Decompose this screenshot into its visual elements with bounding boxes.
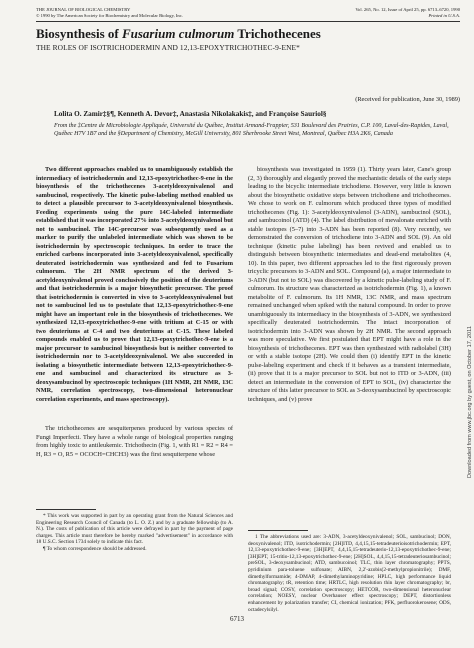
footnotes-right: [248, 534, 451, 613]
body-paragraph: biosynthesis was investigated in 1959 (1). Thirty years later, Cane's group (2, 3) thoroughly and elegantly proved the mechanistic details of the early steps leading to the bicyclic intermediate trichodiene. However, very little is known about the biosynthetic oxidative steps between trichodiene and trichothecenes. We chose to work on F. culmorum which produced three types of modified trichothecenes (Fig. 1): 3-acetyldeoxynivalenol (3-ADN), sambucinol (SOL), and sambucoinol (ATD) (4). The label distribution of mevalonate enriched with stable isotopes (5–7) into 3-ADN has been reported (8). Very recently, we demonstrated the conversion of trichodiene into 3-ADN and SOL (9). An old technique (kinetic pulse labeling) has been revived and enabled us to distinguish between biosynthetic intermediates and dead-end metabolites (4, 10). In this paper, two different approaches led to the first rigorously proven tricyclic precursors to 3-ADN and SOL. Compound (a), a major intermediate to 3-ADN (but not to SOL) was discovered by a kinetic pulse-labeling study of F. culmorum. Its structure was characterized as isotrichodermin (Fig. 1), a known metabolite of F. culmorum. Its 1H NMR, 13C NMR, and mass spectrum remained unchanged when spiked with the natural compound. In order to prove unambiguously its intermediacy in the biosynthesis of 3-ADN, we synthesized specifically deuterated isotrichodermin. The intact incorporation of isotrichodermin into 3-ADN was shown by 2H NMR. The second approach was more speculative. We first postulated that EPT might have a role in the biosynthesis of trichothecenes. EPT was then synthesized with radiolabel (3H) or with a stable isotope (2H). We could then (i) identify EPT in the kinetic pulse-labeling experiment and check if it behaves as a transient intermediate, (ii) prove that it is a major precursor to SOL but not to ITD or 3-ADN, (iii) detect an intermediate in the conversion of EPT to SOL, (iv) characterize the structure of this latter precursor to SOL as 3-deoxysambucinol by spectroscopic techniques, and (v) prove: [248, 166, 451, 403]
organism-name: Fusarium culmorum: [121, 26, 235, 41]
received-date: (Received for publication, June 30, 1989): [355, 96, 460, 103]
funding-footnote: * This work was supported in part by an operating grant from the Natural Sciences and Engineering Research Council of Canada (to L. O. Z.) and by a graduate fellowship (to A. N.). The costs of publication of this article were defrayed in part by the payment of page charges. This article must therefore be hereby marked "advertisement" in accordance with 18 U.S.C. Section 1734 solely to indicate this fact.: [36, 513, 233, 546]
abstract-text: Two different approaches enabled us to unambiguously establish the intermediacy of isotrichodermin and 12,13-epoxytrichothec-9-ene in the biosynthesis of the trichothecenes 3-acetyldeoxynivalenol and sambucinol, respectively. The kinetic pulse-labeling method enabled us to detect a plausible precursor to 3-acetyldeoxynivalenol biosynthesis. Feeding experiments using the pure 14C-labeled intermediate established that it was incorporated 27% into 3-acetyldeoxynivalenol but not to sambucinol. The 14C-precursor was subsequently used as a marker to purify the unlabeled intermediate which was shown to be isotrichodermin by spectroscopic techniques. In order to trace the enriched carbons incorporated into 3-acetyldeoxynivalenol, specifically deuterated isotrichodermin was synthesized and fed to Fusarium culmorum. The 2H NMR spectrum of the derived 3-acetyldeoxynivalenol proved conclusively the position of the deuteriums and that isotrichodermin is a major biosynthetic precursor. The proof that isotrichodermin is converted in vivo to 3-acetyldeoxynivalenol but not to sambucinol led us to postulate that 12,13-epoxytrichothec-9-ene might have an important role in the biosynthesis of trichothecenes. We synthesized 12,13-epoxytrichothec-9-ene with tritium at C-15 or with two deuteriums at C-4 and two deuteriums at C-15. These labeled compounds enabled us to prove that 12,13-epoxytrichothec-9-ene is a major precursor to sambucinol biosynthesis but is neither converted to isotrichodermin nor to 3-acetyldeoxynivalenol. We also succeeded in isolating a biosynthetic intermediate between 12,13-epoxytrichothec-9-ene and sambucinol and characterized its structure as 3-deoxysambucinol by spectroscopic techniques (1H NMR, 2H NMR, 13C NMR, correlation spectroscopy, two-dimensional heteronuclear correlation experiments, and mass spectroscopy).: [36, 166, 234, 403]
author-affiliations: From the ‡Centre de Microbiologie Appliquée, Université du Québec, Institut Armand-Frappier, 531 Boulevard des Prairies, C.P. 100, Laval-des-Rapides, Laval, Québec H7V 1B7 and the §Department of Chemistry, McGill University, 801 Sherbrooke Street West, Montreal, Québec H3A 2K6, Canada: [54, 123, 449, 138]
footnote-rule-left: [36, 509, 96, 510]
volume-line: Vol. 265, No. 12, Issue of April 25, pp. 6713–6720, 1990: [355, 7, 460, 12]
running-header-right: [355, 7, 460, 18]
journal-name: THE JOURNAL OF BIOLOGICAL CHEMISTRY: [36, 7, 131, 12]
copyright-line: © 1990 by The American Society for Biochemistry and Molecular Biology, Inc.: [36, 12, 183, 18]
footnote-rule-right: [248, 530, 308, 531]
download-stamp: [458, 158, 473, 478]
printed-line: Printed in U.S.A.: [428, 12, 460, 18]
body-text-left: [36, 425, 233, 459]
page-number: 6713: [230, 615, 244, 623]
abbreviations-footnote: 1 The abbreviations used are: 3-ADN, 3-acetyldeoxynivalenol; SOL, sambucinol; DON, deoxynivalenol; ITD, isotrichodermin; [2H]ITD, 4,4,15,15-tetradeuterioisotrichodermin; EPT, 12,13-epoxytrichothec-9-ene; [3H]EPT, 4,4,15,15-tetradeuterio-12,13-epoxytrichothec-9-ene; [3H]EPT, 15-tritio-12,13-epoxytrichothec-9-ene; [2H]SOL, 4,4,15,15-tetradeuteriosambucinol; preSOL, 3-deoxysambucinol; ATD, sambucoinol; TLC, thin layer chromatography; PPTS, pyridinium para-toluene sulfonate; AIBN, 2,2'-azobis(2-methylpropionitrile); DMF, dimethylformamide; 4-DMAP, 4-dimethylaminopyridine; HPLC, high performance liquid chromatography; tR, retention time; HRTLC, high resolution thin layer chromatography; br, broad signal; COSY, correlation spectroscopy; HETCOR, two-dimensional heteronuclear correlation; NOESY, nuclear Overhauser effect spectroscopy; DEPT, distortionless enhancement by polarization transfer; CI, chemical ionization; PFK, perfluorokerosene; ODS, octadecylsilyl.: [248, 534, 451, 613]
abstract: [36, 166, 233, 404]
footnotes-left: [36, 513, 233, 553]
header-rule: [36, 21, 460, 22]
article-subtitle: THE ROLES OF ISOTRICHODERMIN AND 12,13-EPOXYTRICHOTHEC-9-ENE*: [36, 43, 300, 52]
running-header-left: [36, 7, 183, 18]
body-text-right: [248, 166, 451, 404]
correspondence-footnote: ¶ To whom correspondence should be addressed.: [43, 545, 147, 552]
article-title: Biosynthesis of Fusarium culmorum Trichothecenes: [36, 26, 321, 41]
author-list: Lolita O. Zamir‡§¶, Kenneth A. Devor‡, Anastasia Nikolakakis‡, and Françoise Sauriol§: [54, 110, 327, 118]
download-stamp-text: Downloaded from www.jbc.org by guest, on October 17, 2011: [467, 326, 473, 478]
intro-paragraph: The trichothecenes are sesquiterpenes produced by various species of Fungi Imperfecti. They have a whole range of biological properties ranging from highly toxic to antileukemic. Trichothecin (Fig. 1, with R1 = R2 = R4 = H, R3 = O, R5 = OCOCH=CHCH3) was the first sesquiterpene whose: [36, 425, 233, 458]
